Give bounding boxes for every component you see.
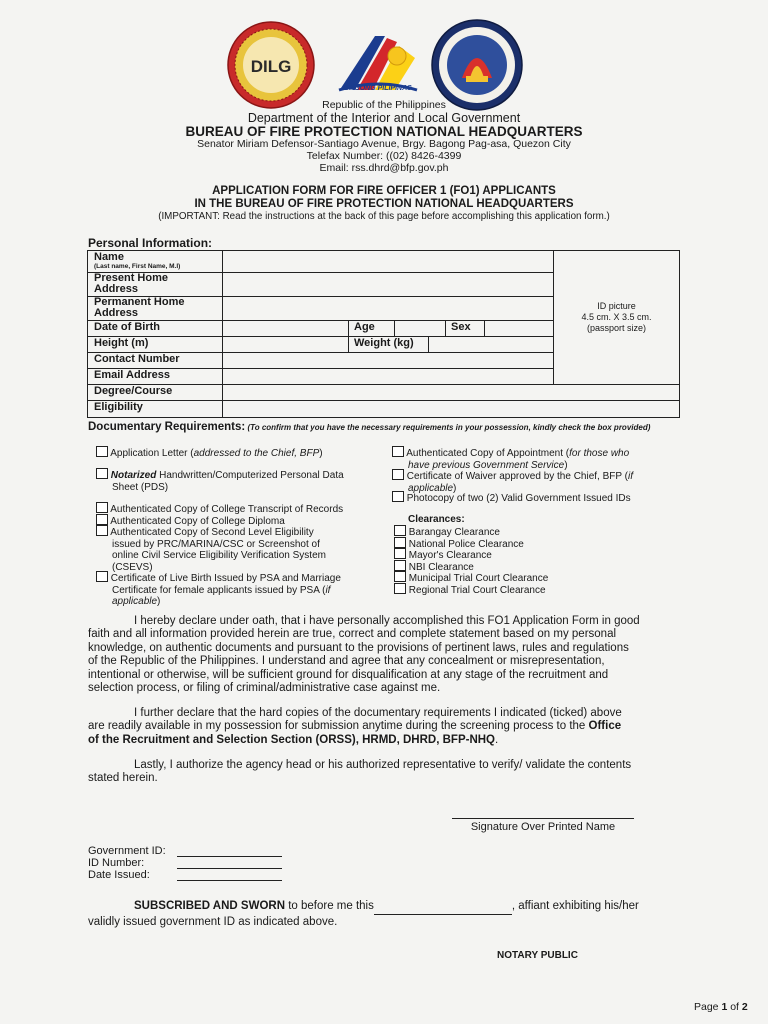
id-number-field[interactable] [177, 868, 282, 869]
present-home-label: Present Home [94, 272, 168, 284]
checkbox-clearance-barangay[interactable] [394, 525, 406, 536]
contact-label: Contact Number [94, 353, 180, 365]
bfp-seal-logo [430, 18, 524, 112]
checkbox-ids[interactable] [392, 491, 404, 502]
signature-line[interactable] [452, 818, 634, 819]
sworn-date-field[interactable] [374, 899, 512, 915]
height-field[interactable] [223, 337, 347, 351]
age-label: Age [354, 321, 375, 333]
eligibility-field[interactable] [223, 401, 678, 416]
header-email: Email: rss.dhrd@bfp.gov.ph [319, 162, 449, 174]
sworn-statement: SUBSCRIBED AND SWORN to before me this , affiant exhibiting his/her validly issued government ID as indicated above. [88, 900, 639, 928]
req-clearance-nbi: NBI Clearance [394, 560, 474, 574]
header-republic: Republic of the Philippines [322, 99, 446, 111]
req-clearance-police: National Police Clearance [394, 537, 524, 551]
checkbox-eligibility[interactable] [96, 525, 108, 536]
docs-heading: Documentary Requirements: [88, 421, 246, 433]
req-ids: Photocopy of two (2) Valid Government Issued IDs [392, 491, 631, 505]
date-issued-label: Date Issued: [88, 869, 150, 881]
permanent-address-field[interactable] [223, 297, 552, 319]
name-label: Name [94, 251, 124, 263]
req-pds: Notarized Handwritten/Computerized Personal Data Sheet (PDS) [96, 468, 344, 493]
checkbox-clearance-police[interactable] [394, 537, 406, 548]
email-label: Email Address [94, 369, 171, 381]
header-bureau: BUREAU OF FIRE PROTECTION NATIONAL HEADQUARTERS [185, 124, 583, 139]
declaration-paragraph-3: Lastly, I authorize the agency head or his authorized representative to verify/ validate the contents stated herein. [88, 759, 632, 785]
docs-heading-block [88, 422, 680, 433]
req-clearance-mtc: Municipal Trial Court Clearance [394, 571, 548, 585]
contact-field[interactable] [223, 353, 552, 367]
sex-field[interactable] [485, 321, 552, 335]
bagong-pilipinas-caption: BAGONG PILIPINAS [344, 85, 412, 92]
req-waiver: Certificate of Waiver approved by the Chief, BFP (if applicable) [392, 469, 633, 494]
weight-label: Weight (kg) [354, 337, 414, 349]
checkbox-pds[interactable] [96, 468, 108, 479]
checkbox-diploma[interactable] [96, 514, 108, 525]
id-picture-label: ID picture [597, 301, 636, 311]
present-address-label: Address [94, 283, 139, 295]
dob-label: Date of Birth [94, 321, 160, 333]
weight-field[interactable] [429, 337, 552, 351]
form-title-line2: IN THE BUREAU OF FIRE PROTECTION NATIONAL HEADQUARTERS [194, 198, 574, 210]
checkbox-birth-certificate[interactable] [96, 571, 108, 582]
degree-label: Degree/Course [94, 385, 173, 397]
personal-info-heading: Personal Information: [88, 236, 213, 250]
id-number-label: ID Number: [88, 857, 145, 869]
government-id-field[interactable] [177, 856, 282, 857]
req-tor: Authenticated Copy of College Transcript of Records [96, 502, 343, 516]
id-picture-box[interactable] [554, 301, 679, 334]
government-id-label: Government ID: [88, 845, 166, 857]
checkbox-clearance-nbi[interactable] [394, 560, 406, 571]
header-telefax: Telefax Number: ((02) 8426-4399 [306, 150, 462, 162]
permanent-home-label: Permanent Home [94, 296, 185, 308]
declaration-paragraph-2: I further declare that the hard copies of the documentary requirements I indicated (ticked) above are readily available in my possession for submission anytime during the screening process to the Office of the Recruitment and Selection Section (ORSS), HRMD, DHRD, BFP-NHQ. [88, 707, 622, 746]
form-important-note: (IMPORTANT: Read the instructions at the back of this page before accomplishing this application form.) [158, 211, 610, 222]
height-label: Height (m) [94, 337, 149, 349]
personal-info-table [87, 250, 680, 418]
checkbox-application-letter[interactable] [96, 446, 108, 457]
checkbox-clearance-mtc[interactable] [394, 571, 406, 582]
clearances-heading: Clearances: [408, 514, 465, 525]
id-picture-size: 4.5 cm. X 3.5 cm. [581, 312, 652, 322]
email-field[interactable] [223, 369, 552, 383]
req-clearance-mayor: Mayor's Clearance [394, 548, 492, 562]
notary-public-label: NOTARY PUBLIC [497, 950, 578, 961]
name-field[interactable] [223, 252, 552, 271]
dob-field[interactable] [223, 321, 347, 335]
req-eligibility: Authenticated Copy of Second Level Eligibility issued by PRC/MARINA/CSC or Screenshot of online Civil Service Eligibility Verification System (CSEVS) [96, 525, 326, 573]
req-clearance-barangay: Barangay Clearance [394, 525, 500, 539]
req-appointment: Authenticated Copy of Appointment (for those who have previous Government Service) [392, 446, 629, 471]
dilg-logo-text: DILG [250, 57, 292, 76]
declaration-paragraph-1: I hereby declare under oath, that i have personally accomplished this FO1 Application Form in good faith and all information provided herein are true, correct and complete statement based on my personal knowledge, on authentic documents and pursuant to the provisions of pertinent laws, rules and regulations of the Republic of the Philippines. I understand and agree that any concealment or misrepresentation, intentional or otherwise, will be sufficient ground for disqualification at any stage of the recruitment and selection process, or filing of criminal/administrative case against me. [88, 615, 640, 695]
date-issued-field[interactable] [177, 880, 282, 881]
header-department: Department of the Interior and Local Government [247, 111, 521, 125]
req-application-letter: Application Letter (addressed to the Chief, BFP) [96, 446, 323, 460]
degree-field[interactable] [223, 385, 678, 399]
req-clearance-rtc: Regional Trial Court Clearance [394, 583, 546, 597]
header-address: Senator Miriam Defensor-Santiago Avenue, Brgy. Bagong Pag-asa, Quezon City [197, 138, 571, 150]
id-picture-note: (passport size) [586, 323, 647, 333]
checkbox-clearance-rtc[interactable] [394, 583, 406, 594]
req-diploma: Authenticated Copy of College Diploma [96, 514, 285, 528]
name-note: (Last name, First Name, M.I) [94, 263, 181, 270]
checkbox-clearance-mayor[interactable] [394, 548, 406, 559]
form-title-line1: APPLICATION FORM FOR FIRE OFFICER 1 (FO1) APPLICANTS [212, 185, 556, 197]
present-address-field[interactable] [223, 273, 552, 295]
sex-label: Sex [451, 321, 471, 333]
checkbox-tor[interactable] [96, 502, 108, 513]
eligibility-label: Eligibility [94, 401, 143, 413]
page-indicator: Page 1 of 2 [694, 1001, 748, 1013]
checkbox-waiver[interactable] [392, 469, 404, 480]
req-birth-certificate: Certificate of Live Birth Issued by PSA and Marriage Certificate for female applicants issued by PSA (if applicable) [96, 571, 341, 608]
age-field[interactable] [395, 321, 444, 335]
permanent-address-label: Address [94, 307, 139, 319]
signature-label: Signature Over Printed Name [470, 821, 616, 833]
docs-note: (To confirm that you have the necessary requirements in your possession, kindly check the box provided) [247, 423, 651, 432]
dilg-seal-logo [226, 20, 316, 110]
checkbox-appointment[interactable] [392, 446, 404, 457]
